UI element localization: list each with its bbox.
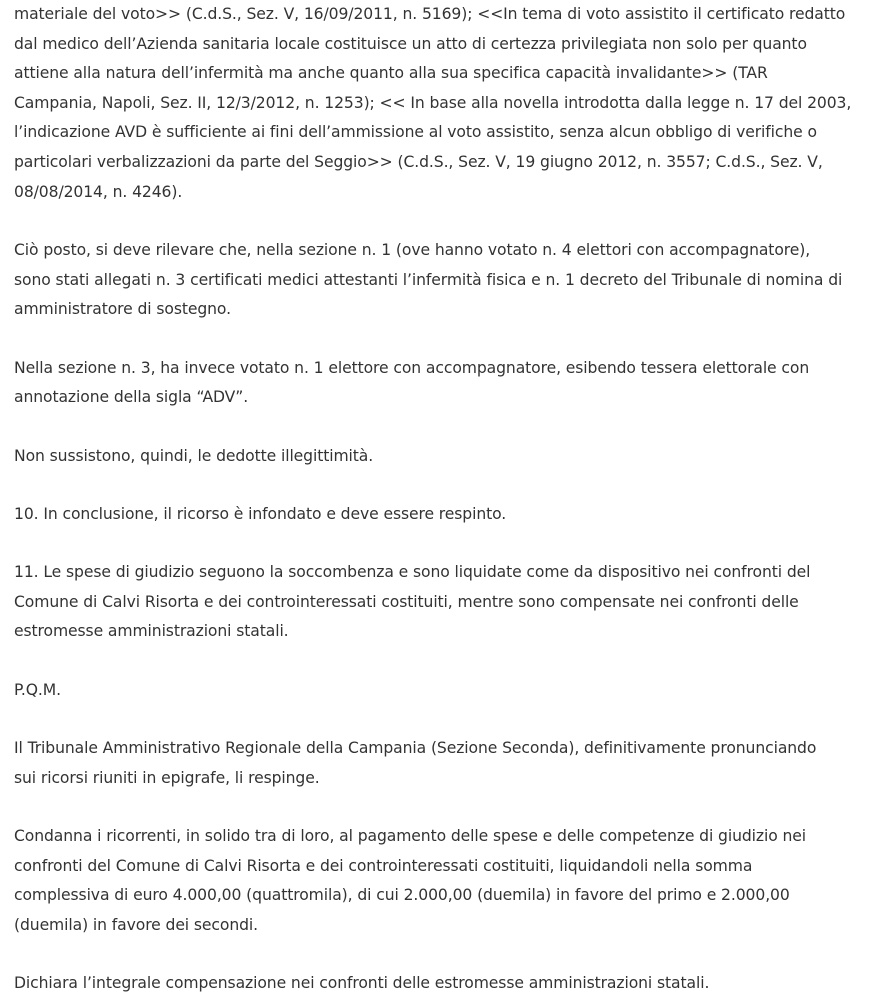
paragraph-compensation <box>14 969 874 999</box>
paragraph-spacer <box>14 941 874 970</box>
text-line: Il Tribunale Amministrativo Regionale della Campania (Sezione Seconda), definitivamente pronunciando <box>14 739 817 758</box>
paragraph-spacer <box>14 413 874 442</box>
paragraph-section-1 <box>14 236 874 325</box>
text-line: confronti del Comune di Calvi Risorta e dei controinteressati costituiti, liquidandoli nella somma <box>14 856 753 875</box>
paragraph-section-3 <box>14 354 874 413</box>
paragraph-legal-costs <box>14 558 874 647</box>
text-line: 08/08/2014, n. 4246). <box>14 182 183 201</box>
text-line: amministratore di sostegno. <box>14 300 231 319</box>
paragraph-case-law-citations <box>14 0 874 207</box>
text-line: Dichiara l’integrale compensazione nei confronti delle estromesse amministrazioni statali. <box>14 974 710 993</box>
text-line: attiene alla natura dell’infermità ma anche quanto alla sua specifica capacità invalidante>> (TAR <box>14 64 768 83</box>
text-line: P.Q.M. <box>14 680 61 699</box>
text-line: sui ricorsi riuniti in epigrafe, li respinge. <box>14 768 320 787</box>
paragraph-spacer <box>14 207 874 236</box>
document-body <box>14 0 874 999</box>
text-line: 10. In conclusione, il ricorso è infondato e deve essere respinto. <box>14 504 507 523</box>
paragraph-spacer <box>14 325 874 354</box>
text-line: Condanna i ricorrenti, in solido tra di loro, al pagamento delle spese e delle competenze di giudizio nei <box>14 827 807 846</box>
text-line: Non sussistono, quindi, le dedotte illegittimità. <box>14 446 374 465</box>
paragraph-no-illegitimacy <box>14 442 874 472</box>
paragraph-conclusion <box>14 500 874 530</box>
text-line: 11. Le spese di giudizio seguono la soccombenza e sono liquidate come da dispositivo nei confronti del <box>14 563 811 582</box>
text-line: sono stati allegati n. 3 certificati medici attestanti l’infermità fisica e n. 1 decreto del Tribunale di nomina di <box>14 270 843 289</box>
paragraph-spacer <box>14 793 874 822</box>
text-line: estromesse amministrazioni statali. <box>14 622 289 641</box>
paragraph-spacer <box>14 471 874 500</box>
text-line: l’indicazione AVD è sufficiente ai fini dell’ammissione al voto assistito, senza alcun obbligo di verifiche o <box>14 123 817 142</box>
text-line: annotazione della sigla “ADV”. <box>14 388 249 407</box>
paragraph-condemnation <box>14 822 874 940</box>
paragraph-spacer <box>14 530 874 559</box>
text-line: materiale del voto>> (C.d.S., Sez. V, 16/09/2011, n. 5169); <<In tema di voto assistito il certificato redatto <box>14 5 846 23</box>
text-line: particolari verbalizzazioni da parte del Seggio>> (C.d.S., Sez. V, 19 giugno 2012, n. 3557; C.d.S., Sez. V, <box>14 152 823 171</box>
paragraph-spacer <box>14 705 874 734</box>
text-line: Campania, Napoli, Sez. II, 12/3/2012, n. 1253); << In base alla novella introdotta dalla legge n. 17 del 2003, <box>14 93 852 112</box>
paragraph-pqm-heading <box>14 676 874 706</box>
paragraph-ruling <box>14 734 874 793</box>
text-line: dal medico dell’Azienda sanitaria locale costituisce un atto di certezza privilegiata non solo per quanto <box>14 34 807 53</box>
text-line: complessiva di euro 4.000,00 (quattromila), di cui 2.000,00 (duemila) in favore del primo e 2.000,00 <box>14 886 790 905</box>
paragraph-spacer <box>14 647 874 676</box>
text-line: Nella sezione n. 3, ha invece votato n. 1 elettore con accompagnatore, esibendo tessera elettorale con <box>14 358 810 377</box>
text-line: Comune di Calvi Risorta e dei controinteressati costituiti, mentre sono compensate nei confronti delle <box>14 592 799 611</box>
text-line: (duemila) in favore dei secondi. <box>14 916 259 935</box>
text-line: Ciò posto, si deve rilevare che, nella sezione n. 1 (ove hanno votato n. 4 elettori con accompagnatore), <box>14 240 811 259</box>
